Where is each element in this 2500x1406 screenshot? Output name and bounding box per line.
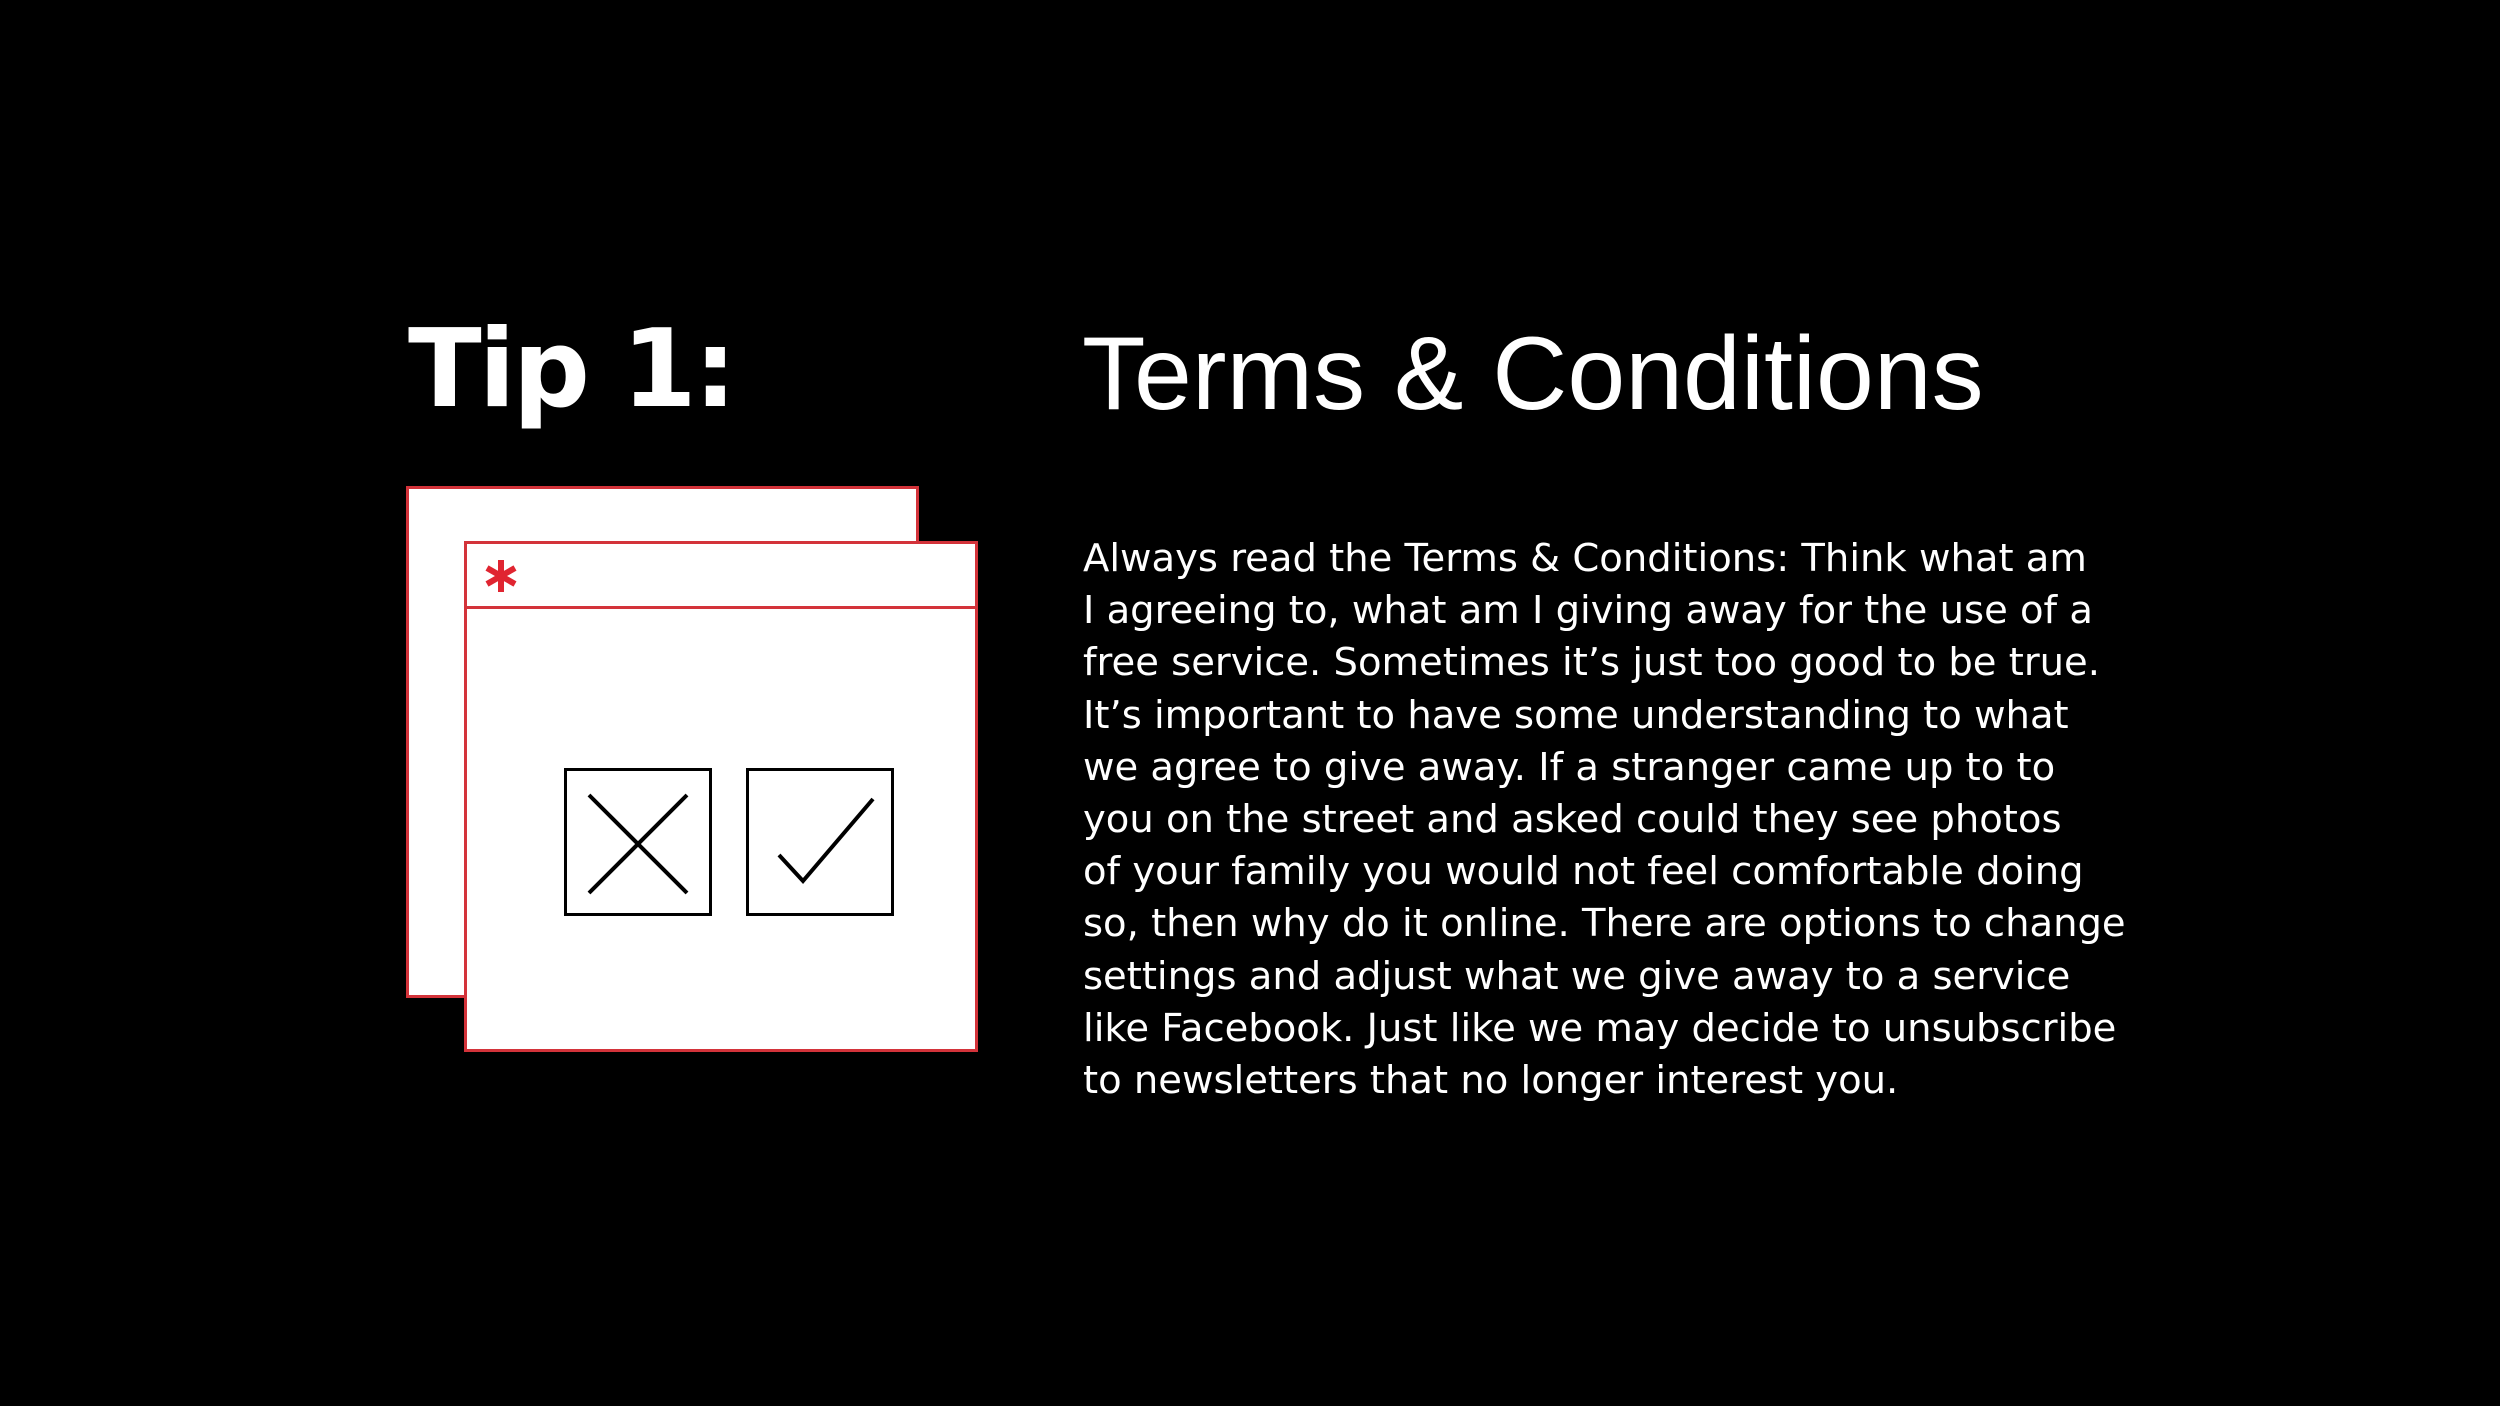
body-line: Always read the Terms & Conditions: Think what am (1083, 536, 2087, 581)
terms-illustration (406, 486, 978, 1052)
body-line: free service. Sometimes it’s just too good to be true. (1083, 640, 2100, 686)
window-title-bar (467, 544, 975, 609)
body-line: to newsletters that no longer interest you. (1083, 1058, 1899, 1104)
body-paragraph (1083, 533, 2183, 1107)
body-line: of your family you would not feel comfortable doing (1083, 849, 2084, 895)
accept-check-icon (749, 771, 891, 913)
front-window (464, 541, 978, 1052)
body-line: It’s important to have some understanding to what (1083, 692, 2069, 738)
body-line: like Facebook. Just like we may decide to unsubscribe (1083, 1005, 2117, 1051)
decline-x-icon (567, 771, 709, 913)
body-line: settings and adjust what we give away to a service (1083, 953, 2071, 999)
decline-box[interactable] (564, 768, 712, 916)
tip-label: Tip 1: (408, 307, 734, 432)
body-line: you on the street and asked could they see photos (1083, 797, 2062, 843)
asterisk-icon (481, 550, 521, 600)
slide-title: Terms & Conditions (1082, 316, 1984, 432)
body-line: I agreeing to, what am I giving away for the use of a (1083, 588, 2093, 634)
accept-box[interactable] (746, 768, 894, 916)
body-line: we agree to give away. If a stranger came up to to (1083, 744, 2056, 790)
body-line: so, then why do it online. There are options to change (1083, 901, 2126, 947)
